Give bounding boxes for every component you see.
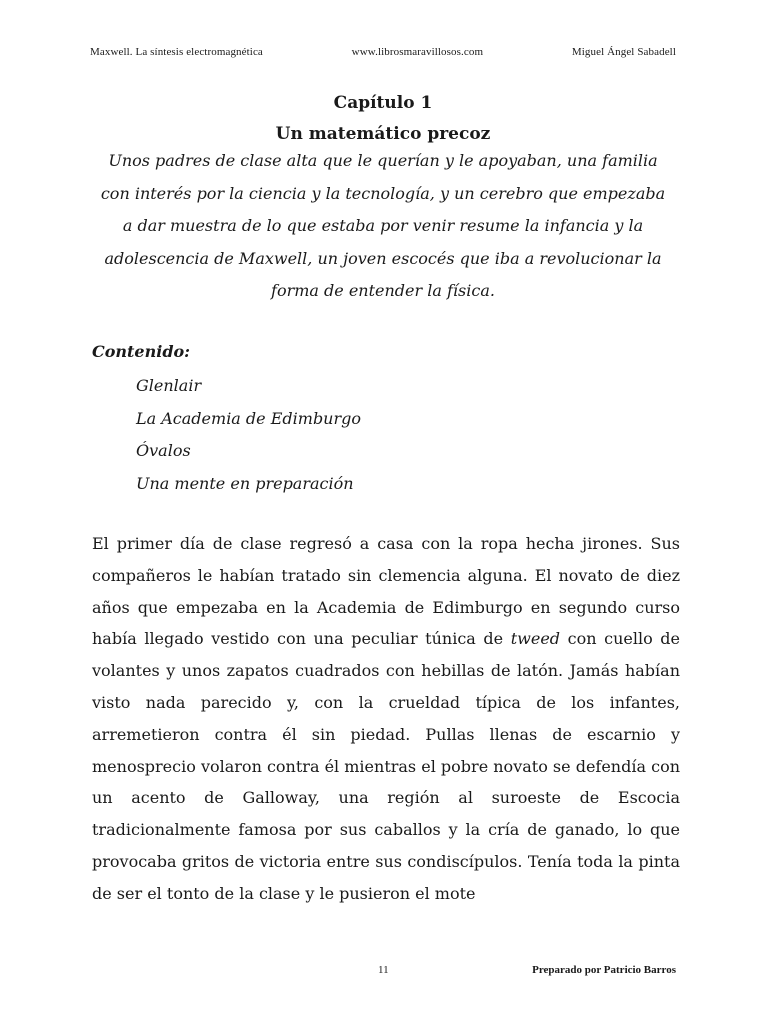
body-paragraph [92, 528, 680, 910]
chapter-summary: Unos padres de clase alta que le querían y le apoyaban, una familia con interés por la ciencia y la tecnología, y un cerebro que empezaba a dar muestra de lo que estaba por venir resume la infancia y la adolescencia de Maxwell, un joven escocés que iba a revolucionar la forma de entender la física. [100, 151, 666, 300]
body-text-part2: con cuello de volantes y unos zapatos cuadrados con hebillas de latón. Jamás habían visto nada parecido y, con la crueldad típica de los infantes, arremetieron contra él sin piedad. Pullas llenas de escarnio y menosprecio volaron contra él mientras el pobre novato se defendía con un acento de Galloway, una región al suroeste de Escocia tradicionalmente famosa por sus caballos y la cría de ganado, lo que provocaba gritos de victoria entre sus condiscípulos. Tenía toda la pinta de ser el tonto de la clase y le pusieron el mote [92, 629, 681, 903]
contents-item: Una mente en preparación [136, 473, 354, 493]
chapter-heading [90, 92, 676, 308]
body-text-part1: El primer día de clase regresó a casa con la ropa hecha jirones. Sus compañeros le habían tratado sin clemencia alguna. El novato de diez años que empezaba en la Academia de Edimburgo en segundo curso había llegado vestido con una peculiar túnica de [92, 534, 680, 649]
body-text-emphasis: tweed [510, 629, 561, 649]
footer-credit: Preparado por Patricio Barros [532, 964, 676, 976]
contents-section [92, 338, 676, 500]
contents-item: Glenlair [136, 376, 202, 395]
contents-label: Contenido: [92, 342, 191, 361]
page-number: 11 [378, 964, 389, 976]
chapter-number: Capítulo 1 [333, 93, 433, 113]
header-book-title: Maxwell. La síntesis electromagnética [90, 46, 263, 58]
header-author: Miguel Ángel Sabadell [571, 46, 676, 58]
chapter-title: Un matemático precoz [275, 124, 491, 144]
page-header [90, 46, 676, 58]
contents-list [92, 370, 676, 500]
contents-item: Óvalos [136, 441, 191, 460]
contents-item: La Academia de Edimburgo [136, 408, 362, 428]
header-website: www.librosmaravillosos.com [351, 46, 484, 58]
